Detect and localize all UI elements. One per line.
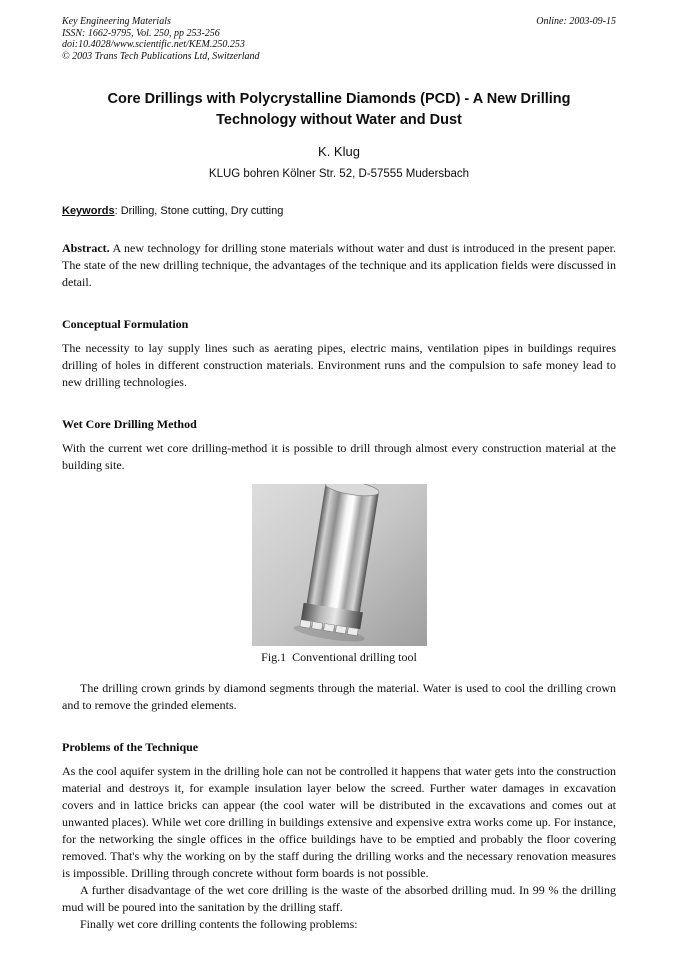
journal-name: Key Engineering Materials [62,16,171,27]
journal-header-left [62,16,260,62]
paragraph-wet-core-1: With the current wet core drilling-method it is possible to drill through almost every construction material at the building site. [62,441,616,472]
author-name: K. Klug [318,144,360,159]
section-heading-wet-core-drilling: Wet Core Drilling Method [62,417,197,431]
section-heading-problems: Problems of the Technique [62,740,199,754]
abstract-label: Abstract. [62,241,110,255]
keywords-line [62,205,616,217]
keywords-label: Keywords [62,205,115,217]
conventional-drilling-tool-photo [252,484,427,646]
author-affiliation: KLUG bohren Kölner Str. 52, D-57555 Mudersbach [208,168,470,180]
abstract-paragraph [62,240,616,291]
abstract-text: A new technology for drilling stone materials without water and dust is introduced in the present paper. The state of the new drilling technique, the advantages of the technique and its application fields were discussed in detail. [62,241,616,289]
section-heading-conceptual-formulation: Conceptual Formulation [62,317,189,331]
doi-line: doi:10.4028/www.scientific.net/KEM.250.253 [62,39,245,50]
issn-line: ISSN: 1662-9795, Vol. 250, pp 253-256 [62,27,220,39]
figure-1 [62,484,616,665]
paragraph-problems-2: A further disadvantage of the wet core drilling is the waste of the absorbed drilling mud. In 99 % the drilling mud will be poured into the sanitation by the drilling staff. [62,883,616,914]
paragraph-conceptual-1: The necessity to lay supply lines such as aerating pipes, electric mains, ventilation pipes in buildings requires drilling of holes in different construction materials. Environment runs and the compulsion to safe money lead to new drilling technologies. [62,341,616,389]
paragraph-problems-1: As the cool aquifer system in the drilling hole can not be controlled it happens that water gets into the construction material and destroys it, for example insulation layer below the screed. Further water damages in excavation covers and in lattice bricks can appear (the cool water will be distributed in the excavations and comes out at unwanted places). While wet core drilling in buildings extensive and expensive extra works come up. For instance, for the networking the single offices in the office buildings have to be emptied and probably the floor covering removed. That's why the working on by the staff during the drilling works and the necessary renovation measures is impossible. Drilling through concrete without form boards is not possible. [62,764,616,880]
paper-title: Core Drillings with Polycrystalline Diamonds (PCD) - A New Drilling Technology without Water and Dust [107,91,571,128]
copyright-line: © 2003 Trans Tech Publications Ltd, Switzerland [62,50,260,62]
paragraph-wet-core-2: The drilling crown grinds by diamond segments through the material. Water is used to cool the drilling crown and to remove the grinded elements. [62,681,616,712]
online-date: Online: 2003-09-15 [536,16,616,27]
keywords-text: : Drilling, Stone cutting, Dry cutting [114,205,284,217]
journal-header [62,16,616,62]
figure-caption: Fig.1 Conventional drilling tool [261,650,417,664]
paragraph-problems-3: Finally wet core drilling contents the following problems: [80,917,358,931]
